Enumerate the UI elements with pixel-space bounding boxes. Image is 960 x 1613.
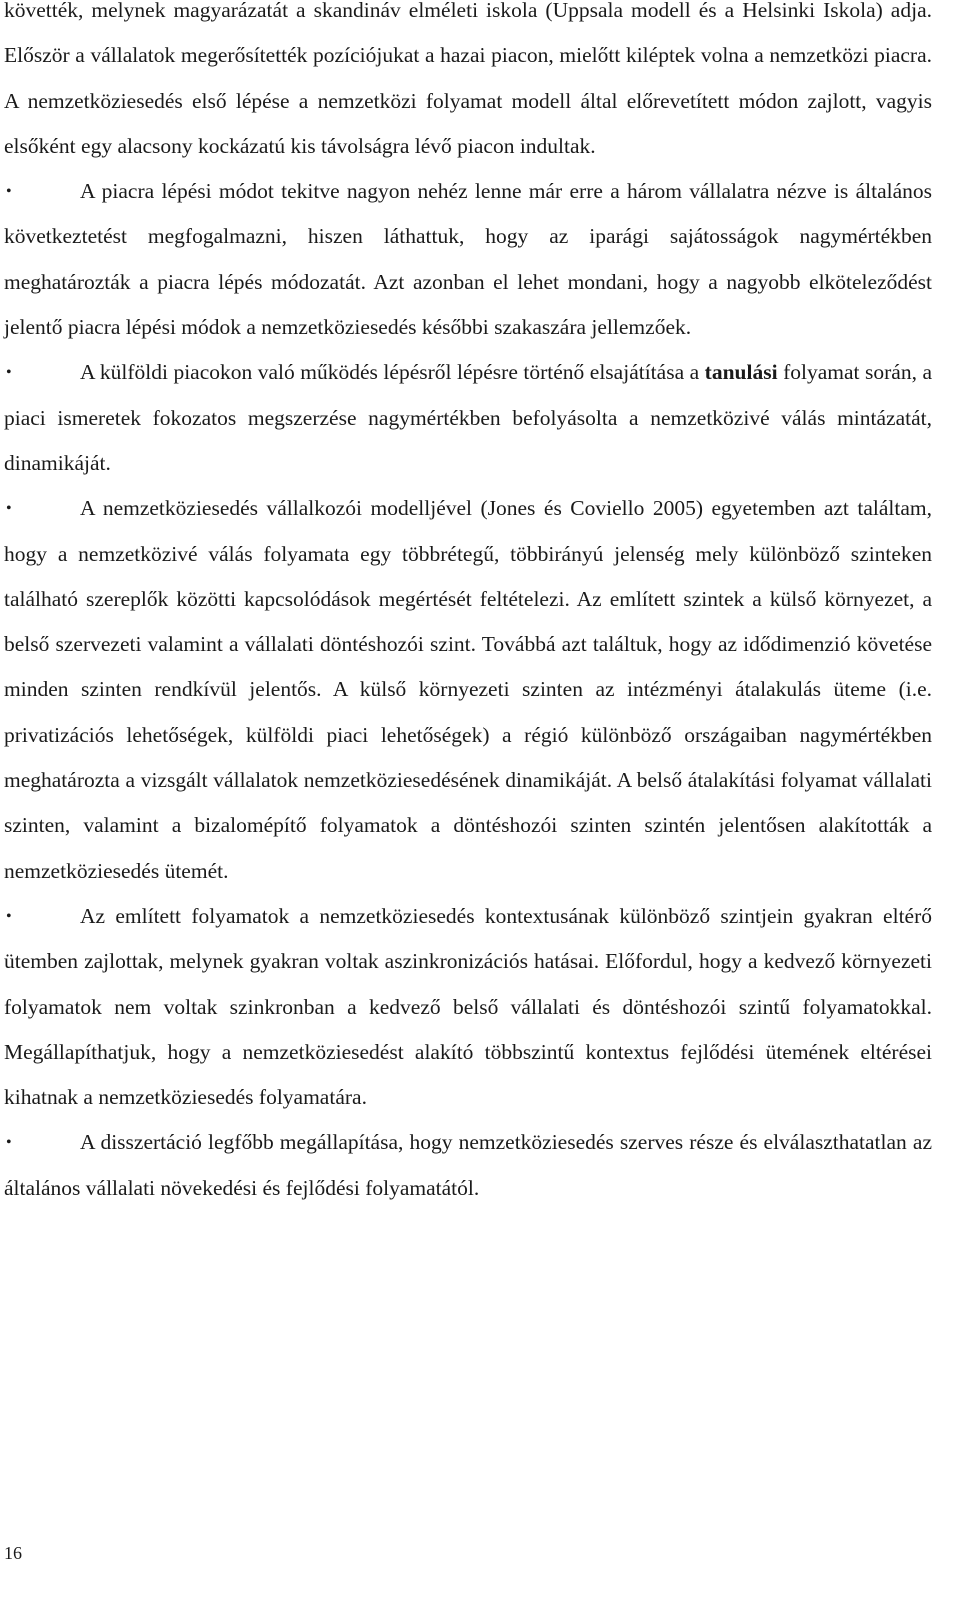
bullet-icon: • bbox=[6, 364, 12, 382]
bullet-text-2-after: folyamat során, a piaci ismeretek fokozatos megszerzése nagymértékben befolyásolta a nemzetközivé válás mintázatát, dinamikáját. bbox=[4, 360, 932, 475]
bullet-text-1: A piacra lépési módot tekitve nagyon nehéz lenne már erre a három vállalatra nézve is általános következtetést megfogalmazni, hiszen láthattuk, hogy az iparági sajátosságok nagymértékben meghatározták a piacra lépés módozatát. Azt azonban el lehet mondani, hogy a nagyobb elköteleződést jelentő piacra lépési módok a nemzetköziesedés későbbi szakaszára jellemzőek. bbox=[4, 179, 932, 340]
bullet-icon: • bbox=[6, 500, 12, 518]
bullet-text-2-bold: tanulási bbox=[704, 360, 778, 385]
bullet-text-3: A nemzetköziesedés vállalkozói modelljével (Jones és Coviello 2005) egyetemben azt találtam, hogy a nemzetközivé válás folyamata egy többrétegű, többirányú jelenség mely különböző szinteken található szereplők közötti kapcsolódások megértését feltételezi. Az említett szintek a külső környezet, a belső szervezeti valamint a vállalati döntéshozói szint. Továbbá azt találtuk, hogy az idődimenzió követése minden szinten rendkívül jelentős. A külső környezeti szinten az intézményi átalakulás üteme (i.e. privatizációs lehetőségek, külföldi piaci lehetőségek) a régió különböző országaiban nagymértékben meghatározta a vizsgált vállalatok nemzetköziesedésének dinamikáját. A belső átalakítási folyamat vállalati szinten, valamint a bizalomépítő folyamatok a döntéshozói szinten szintén jelentősen alakították a nemzetköziesedés ütemét. bbox=[4, 496, 932, 883]
bullet-icon: • bbox=[6, 907, 12, 925]
bullet-paragraph-4 bbox=[4, 894, 932, 1120]
bullet-paragraph-3 bbox=[4, 486, 932, 894]
bullet-icon: • bbox=[6, 183, 12, 201]
bullet-paragraph-5 bbox=[4, 1120, 932, 1211]
bullet-paragraph-2 bbox=[4, 350, 932, 486]
page-number: 16 bbox=[4, 1543, 22, 1563]
bullet-text-4: Az említett folyamatok a nemzetköziesedés kontextusának különböző szintjein gyakran eltérő ütemben zajlottak, melynek gyakran voltak aszinkronizációs hatásai. Előfordul, hogy a kedvező környezeti folyamatok nem voltak szinkronban a kedvező belső vállalati és döntéshozói szintű folyamatokkal. Megállapíthatjuk, hogy a nemzetköziesedést alakító többszintű kontextus fejlődési ütemének eltérései kihatnak a nemzetköziesedés folyamatára. bbox=[4, 903, 932, 1110]
intro-paragraph: követték, melynek magyarázatát a skandináv elméleti iskola (Uppsala modell és a Helsinki Iskola) adja. Először a vállalatok megerősítették pozíciójukat a hazai piacon, mielőtt kiléptek volna a nemzetközi piacra. A nemzetköziesedés első lépése a nemzetközi folyamat modell által előrevetített módon zajlott, vagyis elsőként egy alacsony kockázatú kis távolságra lévő piacon indultak. bbox=[4, 0, 932, 158]
document-page bbox=[4, 0, 932, 1211]
bullet-text-5: A disszertáció legfőbb megállapítása, hogy nemzetköziesedés szerves része és elválaszthatatlan az általános vállalati növekedési és fejlődési folyamatától. bbox=[4, 1130, 932, 1200]
bullet-icon: • bbox=[6, 1134, 12, 1152]
bullet-text-2-before: A külföldi piacokon való működés lépésről lépésre történő elsajátítása a bbox=[80, 360, 705, 385]
bullet-paragraph-1 bbox=[4, 169, 932, 350]
